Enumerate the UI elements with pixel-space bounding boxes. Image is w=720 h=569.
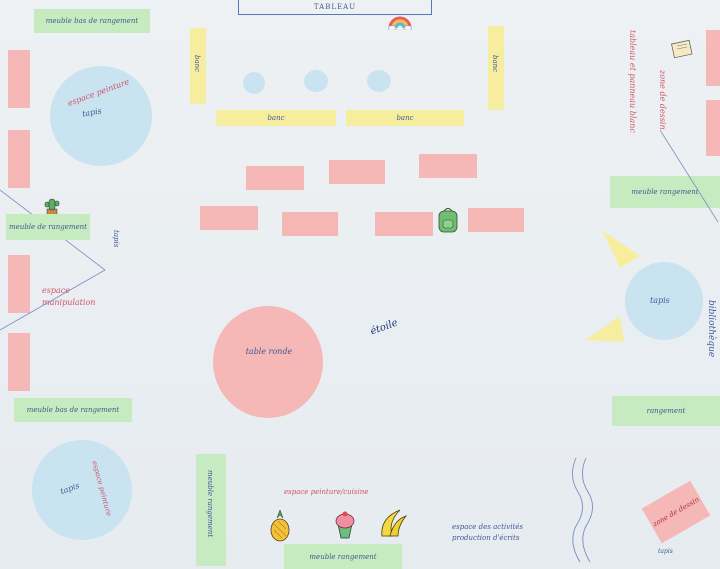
- rug-bottom-left-note: espace peinture: [90, 459, 113, 517]
- rug-top-left-label-2: tapis: [81, 106, 103, 119]
- round-table: [213, 306, 323, 418]
- furniture-right-low: rangement: [612, 396, 720, 426]
- seat-circle-1: [243, 72, 265, 94]
- banana-icon: [378, 506, 408, 540]
- furniture-mid-left: meuble de rangement: [6, 214, 90, 240]
- desk-3: [419, 154, 477, 178]
- board-label: TABLEAU: [238, 0, 432, 15]
- rug-bottom-left: [32, 440, 132, 540]
- desk-6: [375, 212, 433, 236]
- desk-5: [282, 212, 338, 236]
- right-pink-block-1: [706, 30, 720, 86]
- rainbow-icon: [388, 12, 412, 30]
- pineapple-icon: [268, 508, 292, 542]
- painting-area-label: espace peinture/cuisine: [284, 488, 369, 496]
- notebook-icon: [670, 38, 696, 62]
- furniture-top-left: meuble bas de rangement: [34, 9, 150, 33]
- desk-7: [468, 208, 524, 232]
- furniture-right-top: meuble rangement: [610, 176, 720, 208]
- seat-circle-3: [367, 70, 391, 92]
- left-pink-block-1: [8, 50, 30, 108]
- right-note-2: zone de dessin: [658, 70, 667, 130]
- left-vertical-note: tapis: [112, 230, 120, 248]
- triangle-top: [598, 226, 644, 272]
- manipulation-label: espace manipulation: [42, 286, 96, 307]
- desk-4: [200, 206, 258, 230]
- rug-right-label: tapis: [650, 296, 670, 305]
- rug-top-left-label-1: espace peinture: [66, 77, 131, 108]
- seat-circle-2: [304, 70, 328, 92]
- wavy-river-drawing: [566, 456, 602, 566]
- furniture-bottom-vertical-label: meuble rangement: [206, 470, 214, 538]
- bench-horizontal-2: banc: [346, 110, 464, 126]
- left-pink-block-4: [8, 333, 30, 391]
- bench-horizontal-1: banc: [216, 110, 336, 126]
- right-note-1: tableau et panneau blanc: [628, 30, 637, 133]
- drawing-area-sign: zone de dessin: [642, 481, 710, 544]
- rug-top-left: [50, 66, 152, 166]
- bench-vertical-left-label: banc: [193, 55, 201, 73]
- desk-2: [329, 160, 385, 184]
- backpack-icon: [437, 206, 459, 234]
- library-label: bibliothèque: [706, 300, 716, 358]
- furniture-low-left: meuble bas de rangement: [14, 398, 132, 422]
- activities-label: espace des activités production d'écrits: [452, 523, 524, 542]
- star-label: étoile: [368, 317, 400, 338]
- desk-1: [246, 166, 304, 190]
- round-table-label: table ronde: [245, 347, 293, 356]
- triangle-bottom: [584, 312, 628, 348]
- rug-bottom-left-label: tapis: [59, 480, 81, 497]
- cupcake-icon: [334, 510, 356, 540]
- bottom-right-note: tapis: [658, 548, 673, 555]
- furniture-bottom-center: meuble rangement: [284, 544, 402, 569]
- bench-vertical-right-label: banc: [491, 55, 499, 73]
- right-diagonal-line: [660, 130, 720, 230]
